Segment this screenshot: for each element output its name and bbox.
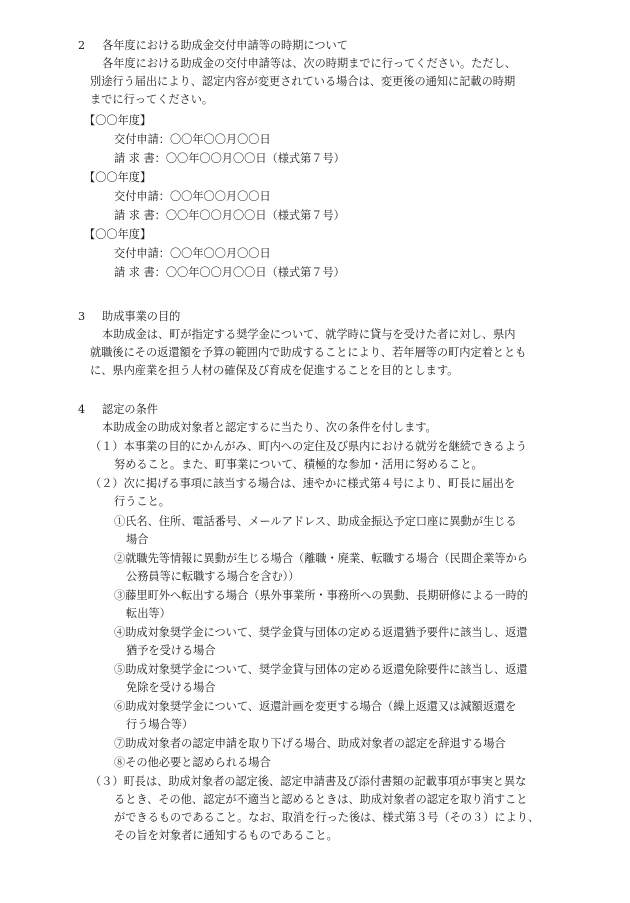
list-item-line: ⑤助成対象奨学金について、奨学金貸与団体の定める返還免除要件に該当し、返還 bbox=[114, 663, 528, 676]
paragraph-line: 就職後にその返還額を予算の範囲内で助成することにより、若年層等の町内定着ととも bbox=[90, 346, 527, 359]
condition-1-line: （１）本事業の目的にかんがみ、町内への定住及び県内における就労を継続できるよう bbox=[90, 440, 527, 453]
invoice-date: 請 求 書：〇〇年〇〇月〇〇日（様式第７号） bbox=[114, 152, 345, 165]
condition-2-line: （２）次に掲げる事項に該当する場合は、速やかに様式第４号により、町長に届出を bbox=[90, 477, 516, 490]
list-item-line: ②就職先等情報に異動が生じる場合（離職・廃業、転職する場合（民間企業等から bbox=[114, 552, 528, 565]
list-item-line: ⑧その他必要と認められる場合 bbox=[114, 756, 271, 769]
section-heading: 認定の条件 bbox=[102, 403, 158, 416]
paragraph-line: 各年度における助成金の交付申請等は、次の時期までに行ってください。ただし、 bbox=[102, 57, 516, 70]
list-item-line: ①氏名、住所、電話番号、メールアドレス、助成金振込予定口座に異動が生じる bbox=[114, 515, 517, 528]
condition-3-line: その旨を対象者に通知するものであること。 bbox=[114, 829, 338, 842]
section-number: 2 bbox=[78, 39, 86, 52]
section-number: 4 bbox=[78, 403, 86, 416]
year-label: 【〇〇年度】 bbox=[84, 171, 152, 184]
list-item-line: 猶予を受ける場合 bbox=[126, 644, 216, 657]
paragraph-line: 別途行う届出により、認定内容が変更されている場合は、変更後の通知に記載の時期 bbox=[90, 75, 516, 88]
year-label: 【〇〇年度】 bbox=[84, 228, 152, 241]
application-date: 交付申請：〇〇年〇〇月〇〇日 bbox=[114, 190, 271, 203]
list-item-line: 転出等） bbox=[126, 607, 171, 620]
paragraph-line: までに行ってください。 bbox=[90, 93, 214, 106]
list-item-line: 公務員等に転職する場合を含む）） bbox=[126, 570, 300, 583]
condition-3-line: ができるものであること。なお、取消を行った後は、様式第３号（その３）により、 bbox=[114, 811, 540, 824]
application-date: 交付申請：〇〇年〇〇月〇〇日 bbox=[114, 247, 271, 260]
application-date: 交付申請：〇〇年〇〇月〇〇日 bbox=[114, 133, 271, 146]
condition-2-line: 行うこと。 bbox=[114, 495, 170, 508]
list-item-line: ③藤里町外へ転出する場合（県外事業所・事務所への異動、長期研修による一時的 bbox=[114, 589, 528, 602]
list-item-line: 免除を受ける場合 bbox=[126, 681, 216, 694]
section-heading: 助成事業の目的 bbox=[102, 310, 181, 323]
section-number: 3 bbox=[78, 310, 86, 323]
list-item-line: ⑥助成対象奨学金について、返還計画を変更する場合（繰上返還又は減額返還を bbox=[114, 700, 517, 713]
list-item-line: 行う場合等） bbox=[126, 718, 194, 731]
invoice-date: 請 求 書：〇〇年〇〇月〇〇日（様式第７号） bbox=[114, 209, 345, 222]
paragraph-line: に、県内産業を担う人材の確保及び育成を促進することを目的とします。 bbox=[90, 364, 459, 377]
paragraph-line: 本助成金の助成対象者と認定するに当たり、次の条件を付します。 bbox=[102, 421, 437, 434]
list-item-line: ⑦助成対象者の認定申請を取り下げる場合、助成対象者の認定を辞退する場合 bbox=[114, 737, 506, 750]
list-item-line: 場合 bbox=[126, 533, 149, 546]
list-item-line: ④助成対象奨学金について、奨学金貸与団体の定める返還猶予要件に該当し、返還 bbox=[114, 626, 528, 639]
paragraph-line: 本助成金は、町が指定する奨学金について、就学時に貸与を受けた者に対し、県内 bbox=[102, 328, 516, 341]
condition-3-line: るとき、その他、認定が不適当と認めるときは、助成対象者の認定を取り消すこと bbox=[114, 793, 528, 806]
condition-1-line: 努めること。また、町事業について、積極的な参加・活用に努めること。 bbox=[114, 458, 483, 471]
section-heading: 各年度における助成金交付申請等の時期について bbox=[102, 39, 348, 52]
condition-3-line: （３）町長は、助成対象者の認定後、認定申請書及び添付書類の記載事項が事実と異な bbox=[90, 775, 527, 788]
invoice-date: 請 求 書：〇〇年〇〇月〇〇日（様式第７号） bbox=[114, 266, 345, 279]
year-label: 【〇〇年度】 bbox=[84, 114, 152, 127]
